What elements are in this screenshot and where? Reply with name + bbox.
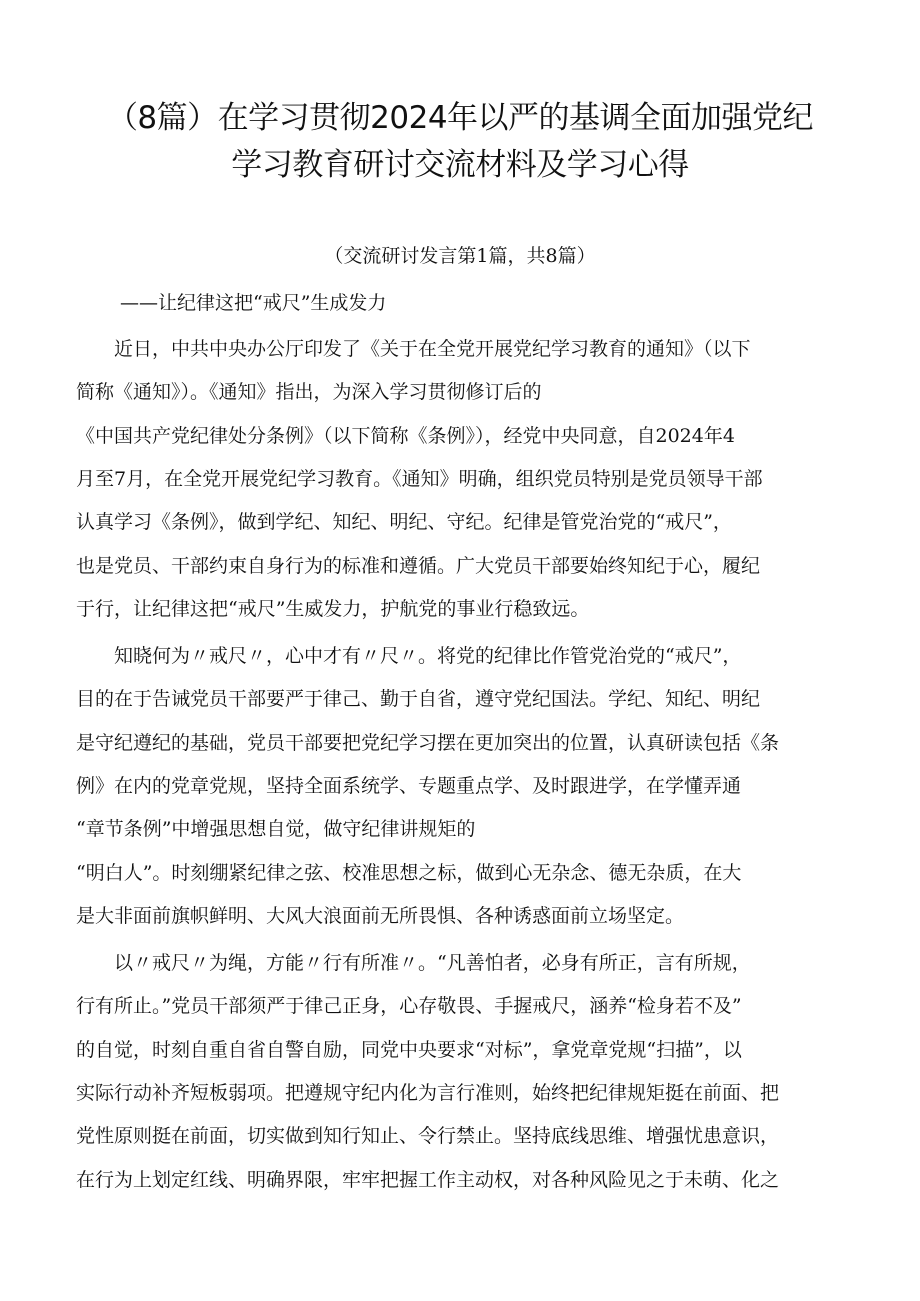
body-line: 实际行动补齐短板弱项。把遵规守纪内化为言行准则，始终把纪律规矩挺在前面、把 xyxy=(76,1082,780,1104)
body-line: 是守纪遵纪的基础，党员干部要把党纪学习摆在更加突出的位置，认真研读包括《条 xyxy=(76,732,780,754)
body-line: 的自觉，时刻自重自省自警自励，同党中央要求“对标”，拿党章党规“扫描”，以 xyxy=(76,1039,742,1061)
body-line: 党性原则挺在前面，切实做到知行知止、令行禁止。坚持底线思维、增强忧患意识， xyxy=(76,1125,780,1147)
body-line: 行有所止。”党员干部须严于律己正身，心存敬畏、手握戒尺，涵养“检身若不及” xyxy=(76,995,742,1017)
subtitle: （交流研讨发言第1篇，共8篇） xyxy=(324,245,596,267)
section-heading: ——让纪律这把“戒尺”生成发力 xyxy=(120,292,387,314)
document-title-line-1: （8篇）在学习贯彻2024年以严的基调全面加强党纪 xyxy=(106,100,814,136)
body-line: 例》在内的党章党规，坚持全面系统学、专题重点学、及时跟进学，在学懂弄通 xyxy=(76,775,742,797)
body-line: 简称《通知》）。《通知》指出，为深入学习贯彻修订后的 xyxy=(76,381,542,403)
document-title-line-2: 学习教育研讨交流材料及学习心得 xyxy=(231,147,689,183)
body-line: 近日，中共中央办公厅印发了《关于在全党开展党纪学习教育的通知》（以下 xyxy=(76,338,751,360)
body-line: 是大非面前旗帜鲜明、大风大浪面前无所畏惧、各种诱惑面前立场坚定。 xyxy=(76,905,685,927)
body-line: 目的在于告诫党员干部要严于律己、勤于自省，遵守党纪国法。学纪、知纪、明纪 xyxy=(76,688,761,710)
body-line: “章节条例”中增强思想自觉，做守纪律讲规矩的 xyxy=(76,818,476,840)
body-line: 于行，让纪律这把“戒尺”生威发力，护航党的事业行稳致远。 xyxy=(76,598,590,620)
body-line: 以〃戒尺〃为绳，方能〃行有所准〃。“凡善怕者，必身有所正，言有所规， xyxy=(76,952,751,974)
body-line: 认真学习《条例》，做到学纪、知纪、明纪、守纪。纪律是管党治党的“戒尺”， xyxy=(76,511,732,533)
body-line: “明白人”。时刻绷紧纪律之弦、校准思想之标，做到心无杂念、德无杂质，在大 xyxy=(76,862,742,884)
body-line: 在行为上划定红线、明确界限，牢牢把握工作主动权，对各种风险见之于未萌、化之 xyxy=(76,1169,780,1191)
body-line: 《中国共产党纪律处分条例》（以下简称《条例》），经党中央同意，自2024年4 xyxy=(76,425,735,447)
body-line: 也是党员、干部约束自身行为的标准和遵循。广大党员干部要始终知纪于心，履纪 xyxy=(76,555,761,577)
body-line: 月至7月，在全党开展党纪学习教育。《通知》明确，组织党员特别是党员领导干部 xyxy=(76,468,763,490)
body-line: 知晓何为〃戒尺〃，心中才有〃尺〃。将党的纪律比作管党治党的“戒尺”， xyxy=(76,645,742,667)
